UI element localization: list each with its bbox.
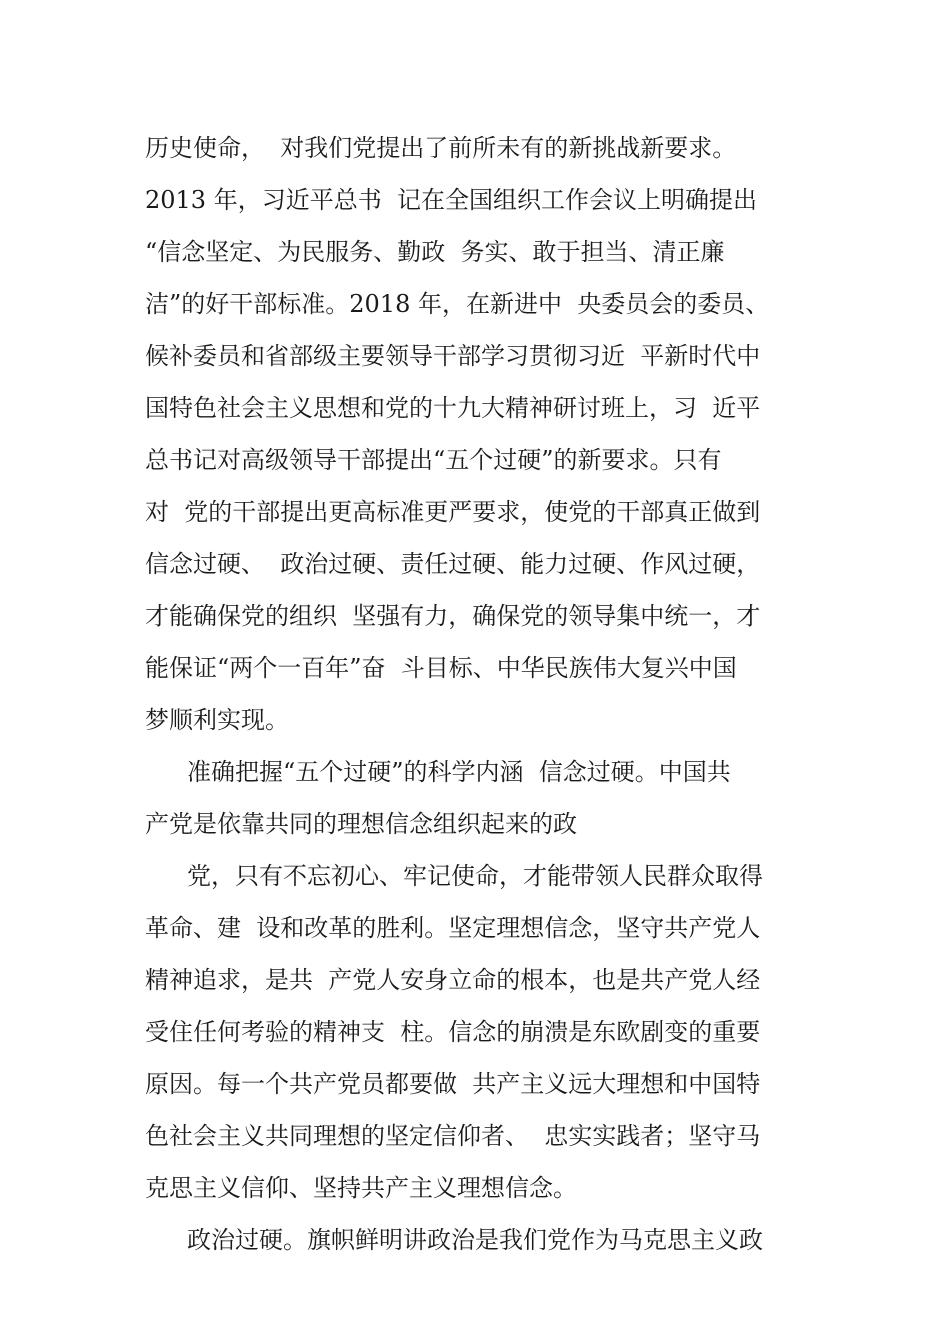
text-line-13: 准确把握“五个过硬”的科学内涵 信念过硬。中国共 [187,758,731,786]
text-line-9: 信念过硬、 政治过硬、责任过硬、能力过硬、作风过硬， [145,550,761,578]
text-line-5: 候补委员和省部级主要领导干部学习贯彻习近 平新时代中 [145,342,761,370]
text-line-2: 2013 年，习近平总书 记在全国组织工作会议上明确提出 [145,186,757,214]
text-line-12: 梦顺利实现。 [145,706,289,734]
text-line-10: 才能确保党的组织 坚强有力，确保党的领导集中统一，才 [145,602,761,630]
text-line-19: 原因。每一个共产党员都要做 共产主义远大理想和中国特 [145,1070,761,1098]
text-line-14: 产党是依靠共同的理想信念组织起来的政 [145,810,577,838]
text-line-7: 总书记对高级领导干部提出“五个过硬”的新要求。只有 [145,446,722,474]
text-line-17: 精神追求，是共 产党人安身立命的根本，也是共产党人经 [145,966,761,994]
text-line-3: “信念坚定、为民服务、勤政 务实、敢于担当、清正廉 [145,238,725,266]
text-line-4: 洁”的好干部标准。2018 年，在新进中 央委员会的委员、 [145,290,770,318]
text-line-16: 革命、建 设和改革的胜利。坚定理想信念，坚守共产党人 [145,914,761,942]
text-line-22: 政治过硬。旗帜鲜明讲政治是我们党作为马克思主义政 [187,1226,763,1254]
text-line-20: 色社会主义共同理想的坚定信仰者、 忠实实践者；坚守马 [145,1122,761,1150]
text-line-1: 历史使命， 对我们党提出了前所未有的新挑战新要求。 [145,134,737,162]
text-line-6: 国特色社会主义思想和党的十九大精神研讨班上，习 近平 [145,394,761,422]
text-line-18: 受住任何考验的精神支 柱。信念的崩溃是东欧剧变的重要 [145,1018,761,1046]
text-line-21: 克思主义信仰、坚持共产主义理想信念。 [145,1174,577,1202]
text-line-11: 能保证“两个一百年”奋 斗目标、中华民族伟大复兴中国 [145,654,737,682]
text-line-8: 对 党的干部提出更高标准更严要求，使党的干部真正做到 [145,498,761,526]
text-line-15: 党，只有不忘初心、牢记使命，才能带领人民群众取得 [187,862,763,890]
